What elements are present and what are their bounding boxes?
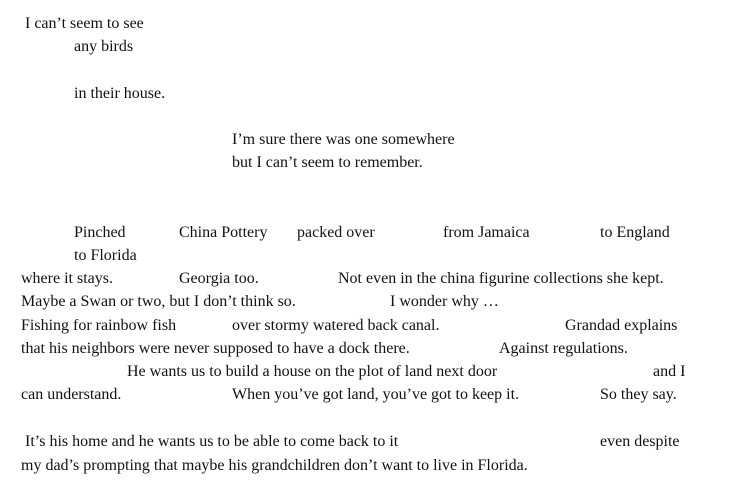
poem-line-10-seg-1: Fishing for rainbow fish bbox=[21, 317, 177, 334]
poem-line-13-seg-3: So they say. bbox=[600, 386, 677, 403]
poem-line-9-seg-2: I wonder why … bbox=[390, 293, 499, 310]
poem-line-3: in their house. bbox=[74, 85, 166, 102]
poem-line-8-seg-2: Georgia too. bbox=[179, 270, 259, 287]
poem-line-8-seg-3: Not even in the china figurine collections she kept. bbox=[338, 270, 664, 287]
poem-line-12-seg-2: and I bbox=[653, 363, 686, 380]
poem-line-7: to Florida bbox=[74, 247, 137, 264]
poem-line-11-seg-1: that his neighbors were never supposed to have a dock there. bbox=[21, 340, 410, 357]
poem-line-6-seg-1: Pinched bbox=[74, 224, 126, 241]
poem-line-9-seg-1: Maybe a Swan or two, but I don’t think so. bbox=[21, 293, 296, 310]
poem-line-8-seg-1: where it stays. bbox=[21, 270, 113, 287]
poem-line-10-seg-2: over stormy watered back canal. bbox=[232, 317, 440, 334]
poem-line-4: I’m sure there was one somewhere bbox=[232, 131, 455, 148]
poem-line-1: I can’t seem to see bbox=[25, 15, 144, 32]
poem-line-6-seg-4: from Jamaica bbox=[443, 224, 530, 241]
poem-line-13-seg-2: When you’ve got land, you’ve got to keep it. bbox=[232, 386, 520, 403]
poem-line-6-seg-2: China Pottery bbox=[179, 224, 268, 241]
poem-line-11-seg-2: Against regulations. bbox=[499, 340, 628, 357]
poem-line-13-seg-1: can understand. bbox=[21, 386, 122, 403]
poem-line-10-seg-3: Grandad explains bbox=[565, 317, 678, 334]
poem-line-2: any birds bbox=[74, 38, 134, 55]
poem-line-14-seg-1: It’s his home and he wants us to be able to come back to it bbox=[25, 433, 399, 450]
poem-line-5: but I can’t seem to remember. bbox=[232, 154, 423, 171]
poem-line-14-seg-2: even despite bbox=[600, 433, 680, 450]
poem-line-12-seg-1: He wants us to build a house on the plot of land next door bbox=[127, 363, 498, 380]
poem-line-6-seg-5: to England bbox=[600, 224, 670, 241]
poem-line-15: my dad’s prompting that maybe his grandchildren don’t want to live in Florida. bbox=[21, 457, 528, 474]
poem-line-6-seg-3: packed over bbox=[297, 224, 375, 241]
